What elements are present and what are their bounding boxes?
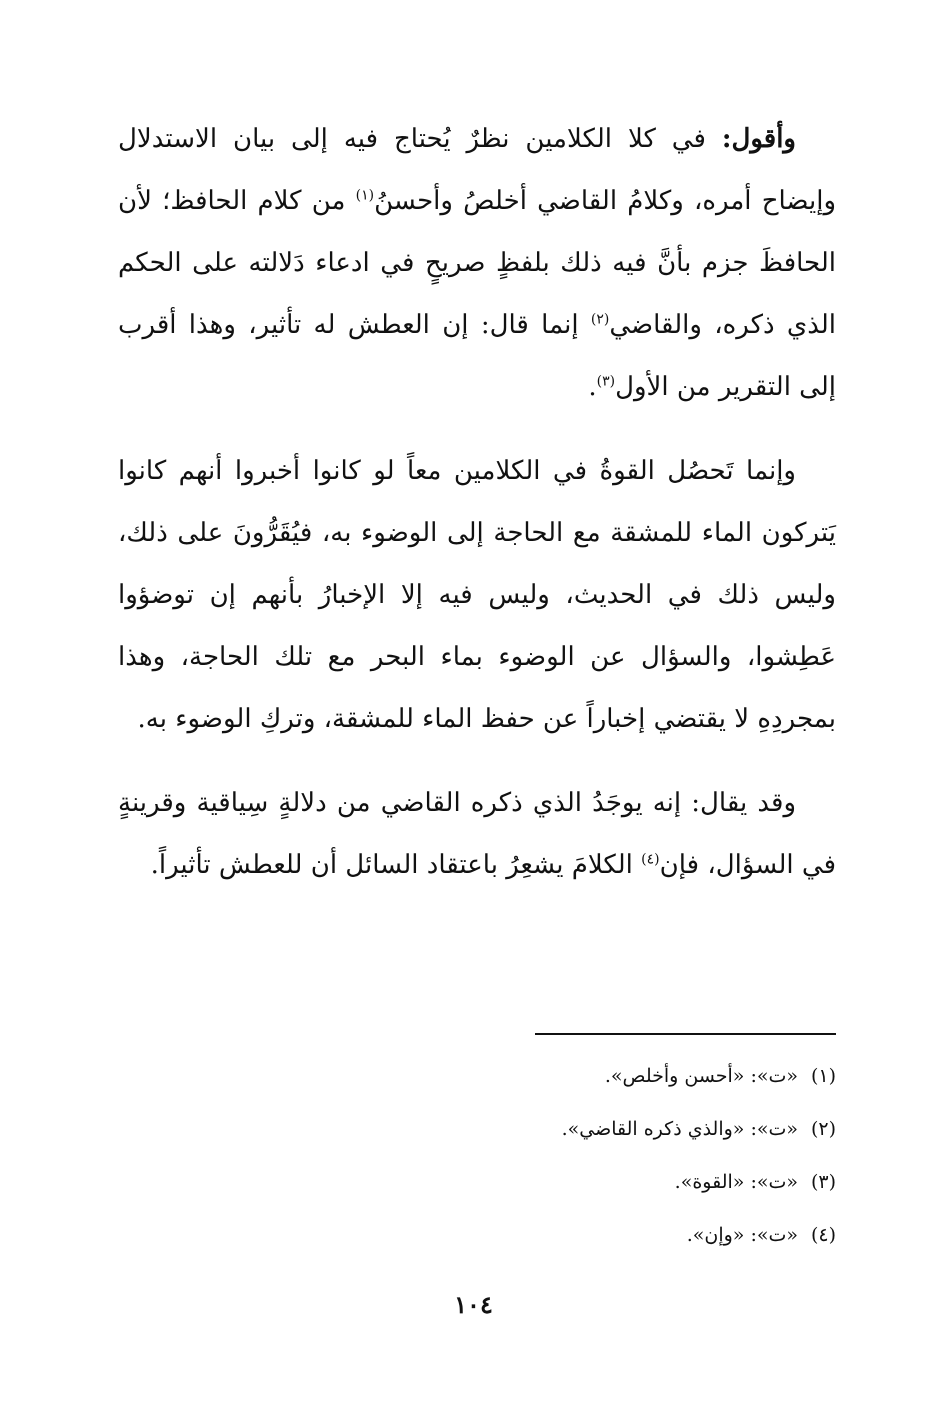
paragraph: [118, 772, 836, 896]
text-run: من كلام الحافظ؛ لأن الحافظَ جزم بأنَّ فيه ذلك بلفظٍ صريحٍ في ادعاء دَلالته على الحكم الذي ذكره، والقاضي: [118, 186, 836, 340]
paragraph-lead: وأقول:: [721, 124, 796, 154]
footnote: [400, 1215, 836, 1268]
footnote-text: «ت»: «أحسن وأخلص».: [604, 1065, 798, 1087]
paragraph: [118, 108, 836, 418]
footnote: [400, 1162, 836, 1215]
footnotes: [400, 1056, 836, 1268]
paragraph: [118, 440, 836, 750]
text-run: في كلا الكلامين نظرٌ يُحتاج فيه إلى بيان الاستدلال وإيضاح أمره، وكلامُ القاضي أخلصُ وأحسنُ: [118, 124, 836, 216]
page-number: ١٠٤: [454, 1290, 493, 1319]
footnote-number: (٤): [810, 1224, 836, 1246]
text-run: إنما قال: إن العطش له تأثير، وهذا أقرب إلى التقرير من الأول: [118, 310, 836, 402]
footnote-marker: (١): [355, 187, 375, 204]
text-run: الكلامَ يشعِرُ باعتقاد السائل أن للعطش تأثيراً.: [150, 850, 642, 880]
text-run: وإنما تَحصُل القوةُ في الكلامين معاً لو كانوا أخبروا أنهم كانوا يَتركون الماء للمشقة مع الحاجة إلى الوضوء به، فيُقَرُّونَ على ذلك، وليس ذلك في الحديث، وليس فيه إلا الإخبارُ بأنهم إن توضؤوا عَطِشوا، والسؤال عن الوضوء بماء البحر مع تلك الحاجة، وهذا بمجردِهِ لا يقتضي إخباراً عن حفظ الماء للمشقة، وتركِ الوضوء به.: [118, 456, 836, 734]
footnote: [400, 1109, 836, 1162]
footnote-number: (٣): [810, 1171, 836, 1193]
footnote-number: (٢): [810, 1118, 836, 1140]
text-run: وقد يقال: إنه يوجَدُ الذي ذكره القاضي من دلالةٍ سِياقية وقرينةٍ في السؤال، فإن: [118, 788, 836, 880]
footnote-separator: [535, 1033, 836, 1035]
text-run: .: [588, 372, 597, 402]
footnote-marker: (٣): [596, 373, 616, 390]
main-text: [118, 108, 836, 918]
footnote: [400, 1056, 836, 1109]
footnote-text: «ت»: «والذي ذكره القاضي».: [561, 1118, 798, 1140]
footnote-marker: (٢): [590, 311, 610, 328]
footnote-marker: (٤): [641, 851, 660, 868]
footnote-text: «ت»: «القوة».: [674, 1171, 798, 1193]
footnote-text: «ت»: «وإن».: [686, 1224, 798, 1246]
footnote-number: (١): [810, 1065, 836, 1087]
